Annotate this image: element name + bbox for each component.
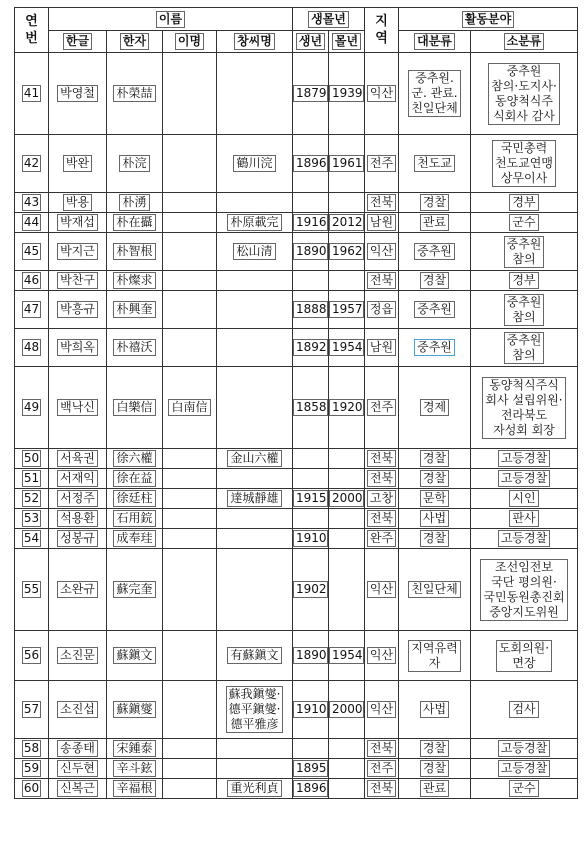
cell-region: 익산 <box>365 233 399 271</box>
cell-changssi: 松山清 <box>217 233 293 271</box>
cell-died: 1957 <box>329 291 365 329</box>
header-activity: 활동분야 <box>399 8 578 31</box>
cell-changssi: 蘇我鎭燮· 德平鎭燮· 德平雅彦 <box>217 681 293 739</box>
cell-changssi <box>217 549 293 631</box>
cell-hangul: 박흥규 <box>49 291 107 329</box>
cell-died: 1961 <box>329 135 365 193</box>
table-row <box>15 631 578 681</box>
cell-alias <box>163 271 217 291</box>
cell-died: 1954 <box>329 631 365 681</box>
cell-alias <box>163 779 217 799</box>
cell-region: 전북 <box>365 449 399 469</box>
cell-died <box>329 759 365 779</box>
cell-region: 익산 <box>365 681 399 739</box>
cell-died <box>329 549 365 631</box>
cell-region: 전북 <box>365 271 399 291</box>
cell-changssi <box>217 291 293 329</box>
cell-died: 1920 <box>329 367 365 449</box>
cell-changssi <box>217 53 293 135</box>
cell-major: 문학 <box>399 489 471 509</box>
cell-changssi <box>217 367 293 449</box>
header-changssi: 창씨명 <box>217 31 293 53</box>
cell-born: 1892 <box>293 329 329 367</box>
cell-changssi: 鶴川浣 <box>217 135 293 193</box>
cell-hangul: 석용환 <box>49 509 107 529</box>
cell-alias <box>163 449 217 469</box>
cell-hangul: 신복근 <box>49 779 107 799</box>
table-row <box>15 529 578 549</box>
table-row <box>15 449 578 469</box>
cell-minor: 군수 <box>471 779 578 799</box>
cell-born: 1895 <box>293 759 329 779</box>
cell-major: 관료 <box>399 213 471 233</box>
cell-region: 익산 <box>365 549 399 631</box>
cell-died <box>329 739 365 759</box>
table-row <box>15 213 578 233</box>
cell-major: 중추원. 군. 관료. 친일단체 <box>399 53 471 135</box>
cell-changssi <box>217 193 293 213</box>
cell-alias <box>163 233 217 271</box>
cell-region: 정읍 <box>365 291 399 329</box>
cell-major: 관료 <box>399 779 471 799</box>
cell-no: 45 <box>15 233 49 271</box>
cell-hangul: 박용 <box>49 193 107 213</box>
cell-hangul: 백낙신 <box>49 367 107 449</box>
cell-hanja: 白樂信 <box>107 367 163 449</box>
cell-no: 57 <box>15 681 49 739</box>
cell-died <box>329 779 365 799</box>
cell-born: 1890 <box>293 631 329 681</box>
cell-died: 1962 <box>329 233 365 271</box>
cell-minor: 경부 <box>471 193 578 213</box>
cell-hanja: 朴興奎 <box>107 291 163 329</box>
header-row-2 <box>15 31 578 53</box>
cell-hanja: 蘇鎭燮 <box>107 681 163 739</box>
table-row <box>15 53 578 135</box>
cell-hangul: 박완 <box>49 135 107 193</box>
cell-minor: 고등경찰 <box>471 759 578 779</box>
cell-hangul: 박희옥 <box>49 329 107 367</box>
cell-major: 사법 <box>399 681 471 739</box>
cell-died <box>329 193 365 213</box>
cell-changssi: 重光利貞 <box>217 779 293 799</box>
cell-region: 전주 <box>365 759 399 779</box>
cell-no: 53 <box>15 509 49 529</box>
cell-alias <box>163 529 217 549</box>
cell-region: 익산 <box>365 53 399 135</box>
cell-major: 경찰 <box>399 449 471 469</box>
cell-alias <box>163 329 217 367</box>
cell-born <box>293 509 329 529</box>
table-row <box>15 233 578 271</box>
cell-major: 천도교 <box>399 135 471 193</box>
cell-alias <box>163 53 217 135</box>
cell-hanja: 辛福根 <box>107 779 163 799</box>
cell-hanja: 朴禧沃 <box>107 329 163 367</box>
cell-minor: 고등경찰 <box>471 739 578 759</box>
cell-changssi <box>217 469 293 489</box>
cell-died: 1939 <box>329 53 365 135</box>
cell-alias <box>163 759 217 779</box>
cell-major: 경찰 <box>399 469 471 489</box>
cell-hangul: 박재섭 <box>49 213 107 233</box>
cell-alias <box>163 469 217 489</box>
cell-hangul: 서재익 <box>49 469 107 489</box>
cell-hangul: 서정주 <box>49 489 107 509</box>
table-row <box>15 367 578 449</box>
cell-hangul: 소진문 <box>49 631 107 681</box>
cell-region: 익산 <box>365 631 399 681</box>
cell-born <box>293 469 329 489</box>
cell-region: 남원 <box>365 329 399 367</box>
cell-born <box>293 193 329 213</box>
cell-minor: 조선임전보 국단 평의원· 국민동원총진회 중앙지도위원 <box>471 549 578 631</box>
header-no: 연 번 <box>15 8 49 53</box>
cell-hanja: 朴湧 <box>107 193 163 213</box>
cell-born: 1910 <box>293 529 329 549</box>
cell-born <box>293 271 329 291</box>
cell-region: 전북 <box>365 509 399 529</box>
header-hangul: 한글 <box>49 31 107 53</box>
cell-hangul: 서육권 <box>49 449 107 469</box>
cell-hangul: 신두현 <box>49 759 107 779</box>
cell-changssi: 達城靜雄 <box>217 489 293 509</box>
cell-born: 1896 <box>293 135 329 193</box>
table-row <box>15 489 578 509</box>
cell-no: 43 <box>15 193 49 213</box>
cell-minor: 동양척식주식 회사 설립위원· 전라북도 자성회 회장 <box>471 367 578 449</box>
cell-born: 1879 <box>293 53 329 135</box>
cell-minor: 중추원 참의 <box>471 291 578 329</box>
table-row <box>15 469 578 489</box>
cell-no: 60 <box>15 779 49 799</box>
cell-hangul: 송종태 <box>49 739 107 759</box>
cell-changssi <box>217 529 293 549</box>
cell-hanja: 辛斗鉉 <box>107 759 163 779</box>
cell-hanja: 蘇完奎 <box>107 549 163 631</box>
cell-major: 중추원 <box>399 291 471 329</box>
cell-hangul: 소완규 <box>49 549 107 631</box>
cell-alias <box>163 213 217 233</box>
header-row-1 <box>15 8 578 31</box>
cell-changssi: 金山六權 <box>217 449 293 469</box>
table-row <box>15 135 578 193</box>
table-row <box>15 549 578 631</box>
cell-major: 경찰 <box>399 193 471 213</box>
header-born: 생년 <box>293 31 329 53</box>
header-hanja: 한자 <box>107 31 163 53</box>
table-row <box>15 739 578 759</box>
cell-minor: 고등경찰 <box>471 469 578 489</box>
cell-hangul: 소진섭 <box>49 681 107 739</box>
table-row <box>15 681 578 739</box>
cell-hanja: 朴在攝 <box>107 213 163 233</box>
cell-changssi: 朴原載完 <box>217 213 293 233</box>
header-name: 이름 <box>49 8 293 31</box>
cell-minor: 경부 <box>471 271 578 291</box>
cell-hangul: 박찬구 <box>49 271 107 291</box>
cell-major: 경제 <box>399 367 471 449</box>
cell-hanja: 蘇鎭文 <box>107 631 163 681</box>
cell-born: 1916 <box>293 213 329 233</box>
cell-major: 중추원 <box>399 329 471 367</box>
table-row <box>15 271 578 291</box>
cell-major: 중추원 <box>399 233 471 271</box>
cell-died <box>329 529 365 549</box>
header-minor: 소분류 <box>471 31 578 53</box>
cell-minor: 시인 <box>471 489 578 509</box>
cell-region: 전북 <box>365 779 399 799</box>
cell-major: 경찰 <box>399 529 471 549</box>
cell-hanja: 朴智根 <box>107 233 163 271</box>
cell-hanja: 朴浣 <box>107 135 163 193</box>
cell-hanja: 徐廷柱 <box>107 489 163 509</box>
cell-no: 58 <box>15 739 49 759</box>
cell-alias <box>163 193 217 213</box>
cell-born: 1888 <box>293 291 329 329</box>
cell-major: 지역유력 자 <box>399 631 471 681</box>
cell-born <box>293 739 329 759</box>
cell-born: 1910 <box>293 681 329 739</box>
cell-hanja: 徐六權 <box>107 449 163 469</box>
cell-minor: 중추원 참의·도지사· 동양척식주 식회사 감사 <box>471 53 578 135</box>
cell-no: 52 <box>15 489 49 509</box>
cell-alias <box>163 631 217 681</box>
cell-alias <box>163 135 217 193</box>
cell-region: 남원 <box>365 213 399 233</box>
cell-hangul: 성봉규 <box>49 529 107 549</box>
cell-region: 전주 <box>365 135 399 193</box>
cell-died <box>329 509 365 529</box>
cell-no: 41 <box>15 53 49 135</box>
cell-hanja: 朴榮喆 <box>107 53 163 135</box>
cell-changssi <box>217 271 293 291</box>
cell-alias <box>163 489 217 509</box>
cell-alias <box>163 681 217 739</box>
cell-major: 경찰 <box>399 759 471 779</box>
cell-region: 완주 <box>365 529 399 549</box>
cell-region: 고창 <box>365 489 399 509</box>
cell-died <box>329 271 365 291</box>
cell-major: 사법 <box>399 509 471 529</box>
table-body <box>15 53 578 799</box>
table-row <box>15 193 578 213</box>
cell-born: 1896 <box>293 779 329 799</box>
header-died: 몰년 <box>329 31 365 53</box>
cell-hangul: 박영철 <box>49 53 107 135</box>
cell-changssi: 有蘇鎭文 <box>217 631 293 681</box>
cell-died: 1954 <box>329 329 365 367</box>
header-region: 지 역 <box>365 8 399 53</box>
cell-alias <box>163 291 217 329</box>
cell-minor: 도회의원· 면장 <box>471 631 578 681</box>
cell-no: 46 <box>15 271 49 291</box>
cell-changssi <box>217 759 293 779</box>
cell-born: 1890 <box>293 233 329 271</box>
cell-alias <box>163 509 217 529</box>
cell-born: 1858 <box>293 367 329 449</box>
cell-minor: 검사 <box>471 681 578 739</box>
cell-no: 56 <box>15 631 49 681</box>
header-major: 대분류 <box>399 31 471 53</box>
cell-changssi <box>217 739 293 759</box>
cell-no: 44 <box>15 213 49 233</box>
cell-hanja: 宋鍾泰 <box>107 739 163 759</box>
cell-hanja: 成奉珪 <box>107 529 163 549</box>
table-row <box>15 329 578 367</box>
cell-died: 2012 <box>329 213 365 233</box>
cell-changssi <box>217 509 293 529</box>
cell-region: 전주 <box>365 367 399 449</box>
cell-no: 54 <box>15 529 49 549</box>
cell-minor: 군수 <box>471 213 578 233</box>
cell-born: 1902 <box>293 549 329 631</box>
cell-no: 49 <box>15 367 49 449</box>
cell-hanja: 朴燦求 <box>107 271 163 291</box>
cell-no: 42 <box>15 135 49 193</box>
cell-died <box>329 449 365 469</box>
table-row <box>15 509 578 529</box>
cell-born: 1915 <box>293 489 329 509</box>
cell-major: 경찰 <box>399 271 471 291</box>
cell-changssi <box>217 329 293 367</box>
cell-hanja: 石用鋎 <box>107 509 163 529</box>
cell-minor: 고등경찰 <box>471 449 578 469</box>
cell-minor: 고등경찰 <box>471 529 578 549</box>
collaborator-table <box>14 7 578 799</box>
cell-no: 59 <box>15 759 49 779</box>
cell-no: 47 <box>15 291 49 329</box>
cell-no: 55 <box>15 549 49 631</box>
cell-no: 51 <box>15 469 49 489</box>
cell-region: 전북 <box>365 739 399 759</box>
cell-alias <box>163 549 217 631</box>
cell-region: 전북 <box>365 193 399 213</box>
cell-died: 2000 <box>329 681 365 739</box>
table-row <box>15 291 578 329</box>
cell-region: 전북 <box>365 469 399 489</box>
cell-alias <box>163 739 217 759</box>
cell-born <box>293 449 329 469</box>
cell-minor: 국민총력 천도교연맹 상무이사 <box>471 135 578 193</box>
cell-alias: 白南信 <box>163 367 217 449</box>
cell-no: 48 <box>15 329 49 367</box>
cell-minor: 중추원 참의 <box>471 233 578 271</box>
cell-minor: 판사 <box>471 509 578 529</box>
cell-died: 2000 <box>329 489 365 509</box>
cell-minor: 중추원 참의 <box>471 329 578 367</box>
cell-hangul: 박지근 <box>49 233 107 271</box>
cell-died <box>329 469 365 489</box>
cell-major: 경찰 <box>399 739 471 759</box>
cell-hanja: 徐在益 <box>107 469 163 489</box>
header-life: 생몰년 <box>293 8 365 31</box>
table-row <box>15 779 578 799</box>
header-alias: 이명 <box>163 31 217 53</box>
cell-major: 친일단체 <box>399 549 471 631</box>
cell-no: 50 <box>15 449 49 469</box>
table-row <box>15 759 578 779</box>
